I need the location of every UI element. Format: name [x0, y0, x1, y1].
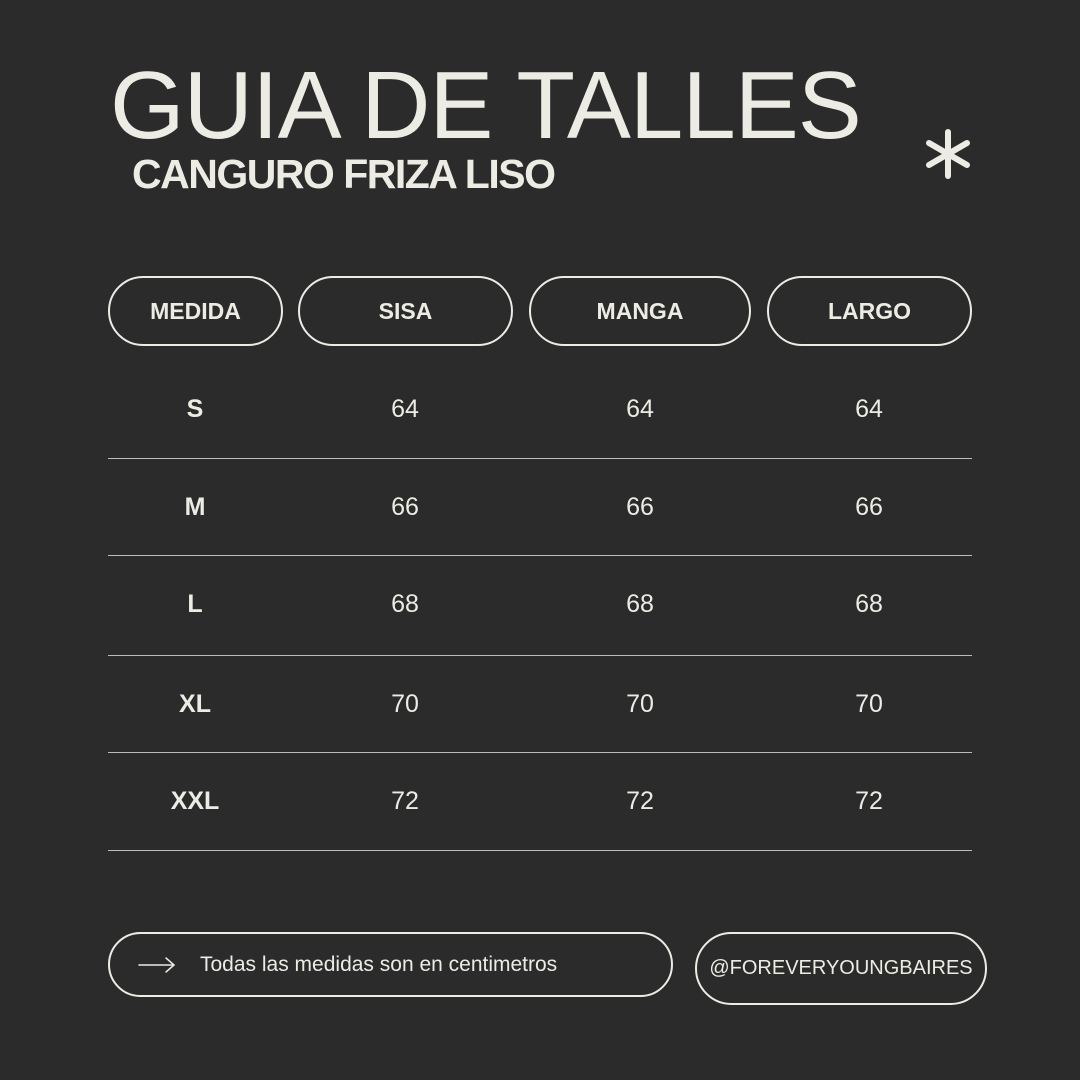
row-divider: [108, 850, 972, 851]
sisa-value: 64: [391, 395, 419, 423]
manga-value: 66: [626, 493, 654, 521]
manga-value: 64: [626, 395, 654, 423]
manga-value: 70: [626, 690, 654, 718]
largo-value: 68: [855, 590, 883, 618]
sisa-value: 70: [391, 690, 419, 718]
sisa-value: 72: [391, 787, 419, 815]
size-label: XL: [179, 690, 211, 718]
page-title: GUIA DE TALLES: [110, 52, 861, 159]
arrow-right-icon: [138, 955, 176, 975]
header-largo: LARGO: [767, 276, 972, 346]
manga-value: 68: [626, 590, 654, 618]
row-divider: [108, 458, 972, 459]
header-manga: MANGA: [529, 276, 751, 346]
row-divider: [108, 555, 972, 556]
largo-value: 72: [855, 787, 883, 815]
asterisk-icon: [922, 128, 974, 180]
largo-value: 66: [855, 493, 883, 521]
header-medida: MEDIDA: [108, 276, 283, 346]
page-subtitle: CANGURO FRIZA LISO: [132, 151, 555, 197]
social-handle[interactable]: @FOREVERYOUNGBAIRES: [695, 932, 987, 1005]
largo-value: 70: [855, 690, 883, 718]
sisa-value: 68: [391, 590, 419, 618]
row-divider: [108, 655, 972, 656]
largo-value: 64: [855, 395, 883, 423]
row-divider: [108, 752, 972, 753]
units-note: Todas las medidas son en centimetros: [200, 953, 558, 976]
header-sisa: SISA: [298, 276, 513, 346]
size-label: M: [184, 493, 206, 521]
size-label: S: [186, 395, 204, 423]
size-label: XXL: [170, 787, 220, 815]
size-label: L: [187, 590, 203, 618]
sisa-value: 66: [391, 493, 419, 521]
manga-value: 72: [626, 787, 654, 815]
